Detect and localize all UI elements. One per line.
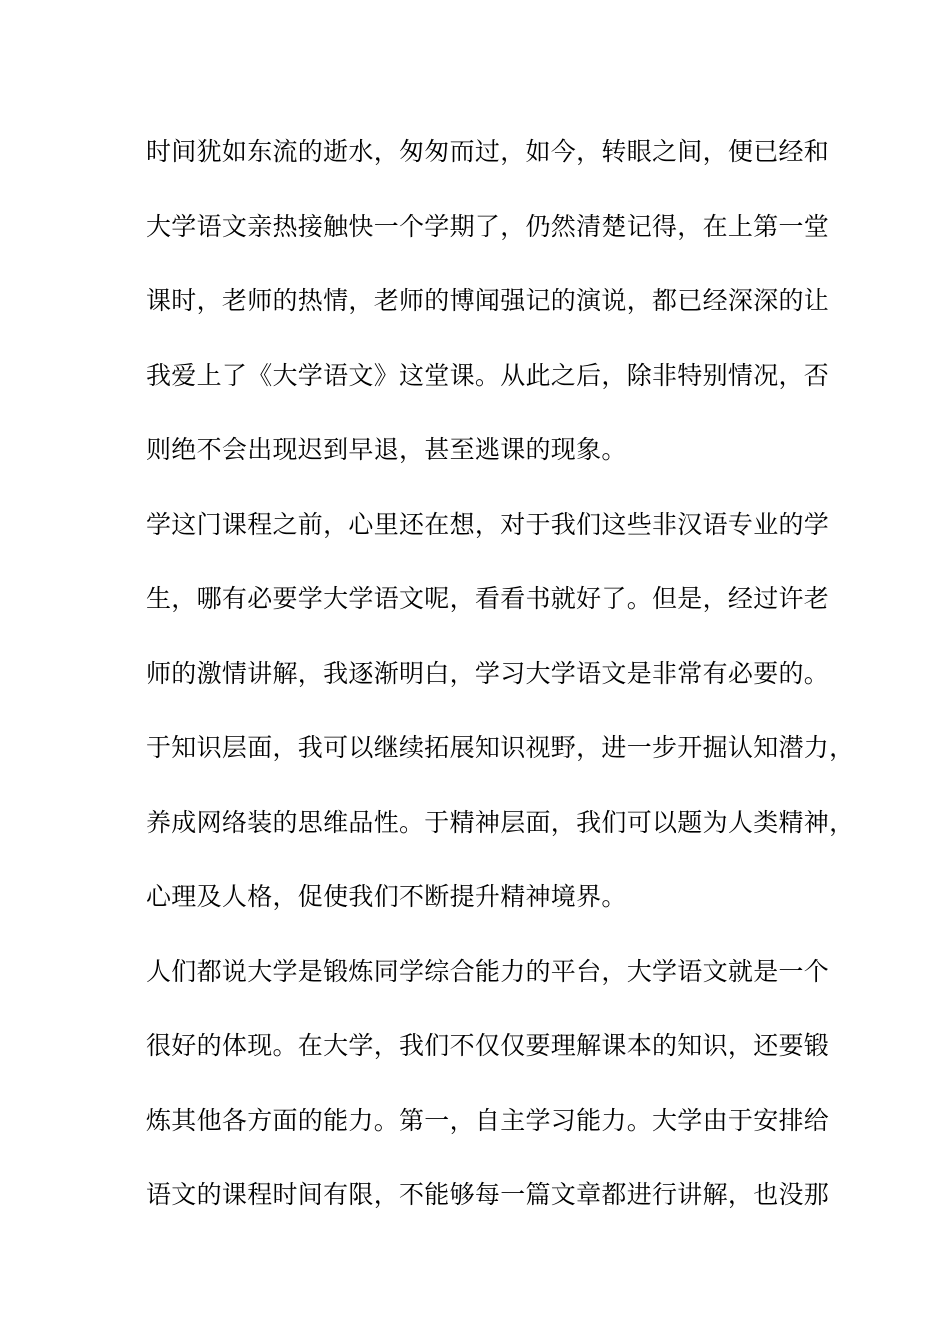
text-line: 心理及人格，促使我们不断提升精神境界。 <box>146 882 627 911</box>
text-line: 语文的课程时间有限，不能够每一篇文章都进行讲解，也没那 <box>146 1180 830 1209</box>
text-line: 我爱上了《大学语文》这堂课。从此之后，除非特别情况，否 <box>146 360 830 390</box>
text-line: 很好的体现。在大学，我们不仅仅要理解课本的知识，还要锻 <box>146 1031 830 1060</box>
text-line: 则绝不会出现迟到早退，甚至逃课的现象。 <box>146 435 627 464</box>
text-line: 大学语文亲热接触快一个学期了，仍然清楚记得，在上第一堂 <box>146 211 830 241</box>
text-line: 师的激情讲解，我逐渐明白，学习大学语文是非常有必要的。 <box>146 658 830 688</box>
text-line: 于知识层面，我可以继续拓展知识视野，进一步开掘认知潜力， <box>146 733 855 762</box>
text-line: 养成网络装的思维品性。于精神层面，我们可以题为人类精神， <box>146 807 855 837</box>
text-line: 学这门课程之前，心里还在想，对于我们这些非汉语专业的学 <box>146 509 830 539</box>
text-line: 课时，老师的热情，老师的博闻强记的演说，都已经深深的让 <box>146 286 830 315</box>
text-line: 生，哪有必要学大学语文呢，看看书就好了。但是，经过许老 <box>146 584 830 613</box>
document-body <box>146 128 855 1246</box>
text-line: 人们都说大学是锻炼同学综合能力的平台，大学语文就是一个 <box>146 956 830 986</box>
text-line: 时间犹如东流的逝水，匆匆而过，如今，转眼之间，便已经和 <box>146 137 830 166</box>
text-line: 炼其他各方面的能力。第一，自主学习能力。大学由于安排给 <box>146 1105 830 1135</box>
